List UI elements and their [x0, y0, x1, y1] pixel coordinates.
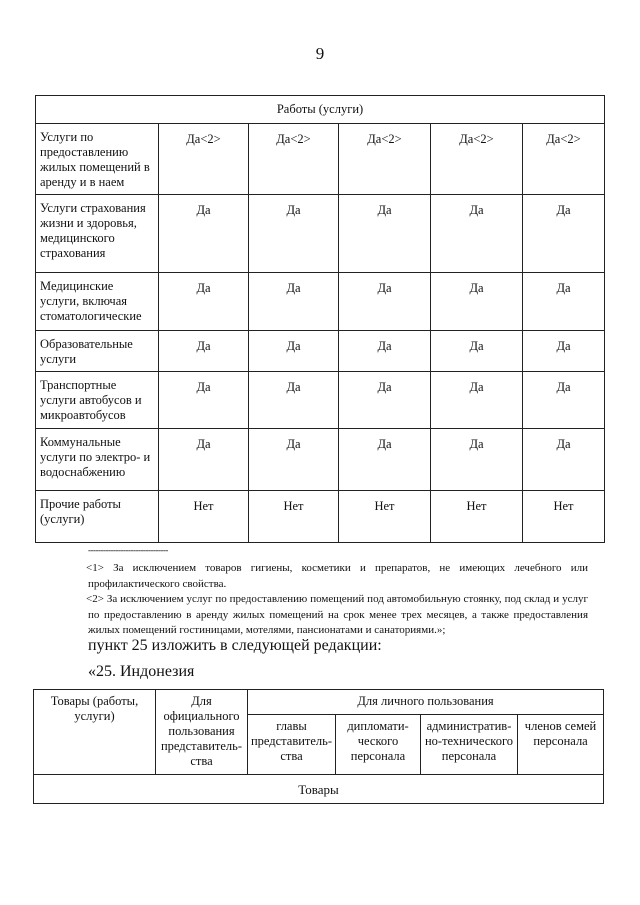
instruction-text: пункт 25 изложить в следующей редакции: — [88, 637, 382, 654]
header-official-use: Для официального пользования представитель-ства — [156, 690, 248, 775]
cell-value: Да — [431, 273, 523, 331]
cell-value: Да — [159, 331, 249, 372]
subheader-head-of-mission: главы представитель-ства — [248, 715, 336, 775]
table-row — [36, 331, 605, 372]
category-goods: Товары — [34, 775, 604, 804]
row-label: Медицинские услуги, включая стоматологические — [36, 273, 159, 331]
table-row — [36, 372, 605, 429]
cell-value: Да — [339, 273, 431, 331]
row-label: Услуги страхования жизни и здоровья, медицинского страхования — [36, 195, 159, 273]
indonesia-table — [33, 689, 604, 804]
cell-value: Да<2> — [249, 124, 339, 195]
cell-value: Да — [249, 372, 339, 429]
cell-value: Да — [339, 195, 431, 273]
cell-value: Да — [523, 273, 605, 331]
cell-value: Да — [523, 372, 605, 429]
table-row — [36, 429, 605, 491]
page-number: 9 — [315, 44, 325, 63]
cell-value: Да — [249, 331, 339, 372]
footnote-2: <2> За исключением услуг по предоставлению помещений под автомобильную стоянку, под склад и услуг по предоставлению в аренду жилых помещений на срок менее трех месяцев, а также предоставления жилых помещений гостиницами, мотелями, пансионатами и санаториями.»; — [86, 593, 588, 636]
cell-value: Да — [339, 331, 431, 372]
cell-value: Да — [249, 273, 339, 331]
row-label: Коммунальные услуги по электро- и водоснабжению — [36, 429, 159, 491]
table-row — [36, 195, 605, 273]
footnote-1: <1> За исключением товаров гигиены, косметики и препаратов, не имеющих лечебного или профилактического свойства. — [86, 562, 588, 590]
table2-header-row — [34, 690, 604, 715]
table2-category-row — [34, 775, 604, 804]
cell-value: Да — [159, 273, 249, 331]
row-label: Транспортные услуги автобусов и микроавтобусов — [36, 372, 159, 429]
row-label: Прочие работы (услуги) — [36, 491, 159, 543]
cell-value: Да — [431, 195, 523, 273]
table-row — [36, 273, 605, 331]
header-personal-use: Для личного пользования — [248, 690, 604, 715]
services-table — [35, 95, 605, 543]
cell-value: Да — [159, 195, 249, 273]
row-label: Образовательные услуги — [36, 331, 159, 372]
cell-value: Да — [339, 429, 431, 491]
cell-value: Да — [249, 195, 339, 273]
table-row — [36, 491, 605, 543]
cell-value: Да — [159, 429, 249, 491]
cell-value: Нет — [339, 491, 431, 543]
subheader-family-members: членов семей персонала — [518, 715, 604, 775]
cell-value: Да — [339, 372, 431, 429]
cell-value: Да — [159, 372, 249, 429]
subheader-diplomatic-staff: дипломати-ческого персонала — [336, 715, 421, 775]
section-heading: «25. Индонезия — [88, 663, 195, 680]
table-caption-row — [36, 96, 605, 124]
row-label: Услуги по предоставлению жилых помещений в аренду и в наем — [36, 124, 159, 195]
table-row — [36, 124, 605, 195]
cell-value: Нет — [431, 491, 523, 543]
cell-value: Да<2> — [523, 124, 605, 195]
cell-value: Да — [431, 331, 523, 372]
subheader-admin-tech-staff: административ-но-технического персонала — [421, 715, 518, 775]
footnote-separator: -------------------------------- — [88, 545, 168, 555]
cell-value: Да — [249, 429, 339, 491]
footnotes — [88, 546, 588, 639]
cell-value: Да<2> — [339, 124, 431, 195]
cell-value: Да — [523, 429, 605, 491]
cell-value: Да — [431, 429, 523, 491]
header-goods: Товары (работы, услуги) — [34, 690, 156, 775]
cell-value: Да — [523, 331, 605, 372]
cell-value: Да<2> — [159, 124, 249, 195]
cell-value: Нет — [249, 491, 339, 543]
cell-value: Нет — [159, 491, 249, 543]
cell-value: Да — [523, 195, 605, 273]
table-caption: Работы (услуги) — [36, 96, 605, 124]
cell-value: Да<2> — [431, 124, 523, 195]
cell-value: Нет — [523, 491, 605, 543]
cell-value: Да — [431, 372, 523, 429]
